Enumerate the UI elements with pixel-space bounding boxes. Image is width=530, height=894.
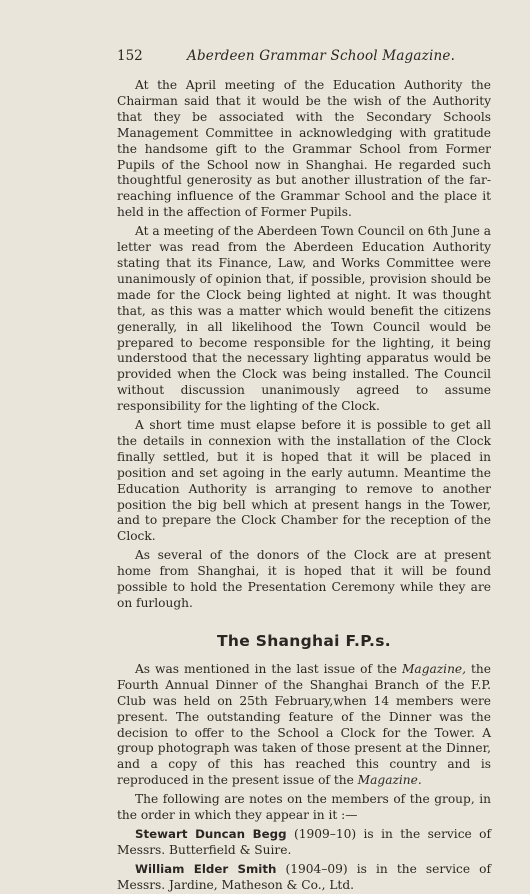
paragraph-dinner [117, 662, 491, 789]
paragraph-town-council: At a meeting of the Aberdeen Town Council on 6th June a letter was read from the Aberdeen Education Authority stating that its Finance, Law, and Works Committee were unanimously of opinion that, if possible, provision should be made for the Clock being lighted at night. It was thought that, as this was a matter which would benefit the citizens generally, in all likelihood the Town Council would be prepared to become responsible for the lighting, it being understood that the necessary lighting apparatus would be provided when the Clock was being installed. The Council without discussion unanimously agreed to assume responsibility for the lighting of the Clock. [117, 224, 491, 414]
member-details: (1904–09) is in the service of Messrs. Jardine, Matheson & Co., Ltd. [117, 861, 491, 892]
paragraph-group-notes: The following are notes on the members of the group, in the order in which they appear in it :— [117, 792, 491, 823]
member-name: William Elder Smith [135, 861, 277, 876]
paragraph-installation: A short time must elapse before it is possible to get all the details in connexion with the installation of the Clock finally settled, but it is hoped that it will be placed in position and set agoing in the early autumn. Meantime the Education Authority is arranging to remove to another position the big bell which at present hangs in the Tower, and to prepare the Clock Chamber for the reception of the Clock. [117, 418, 491, 544]
section-heading: The Shanghai F.P.s. [217, 631, 391, 650]
magazine-italic-2: Magazine. [357, 773, 422, 788]
dinner-text-1: As was mentioned in the last issue of the [135, 661, 402, 676]
dinner-text-2: the Fourth Annual Dinner of the Shanghai Branch of the F.P. Club was held on 25th February,when 14 members were present. The outstanding feature of the Dinner was the decision to offer to the School a Clock for the Tower. A group photograph was taken of those present at the Dinner, and a copy of this has reached this country and is reproduced in the present issue of the [117, 661, 491, 788]
member-name: Stewart Duncan Begg [135, 826, 287, 841]
paragraph-presentation: As several of the donors of the Clock are at present home from Shanghai, it is hoped that it will be found possible to hold the Presentation Ceremony while they are on furlough. [117, 548, 491, 610]
paragraph-education-authority: At the April meeting of the Education Authority the Chairman said that it would be the wish of the Authority that they be associated with the Secondary Schools Management Committee in acknowledging with gratitude the handsome gift to the Grammar School from Former Pupils of the School now in Shanghai. He regarded such thoughtful generosity as but another illustration of the far-reaching influence of the Grammar School and the place it held in the affection of Former Pupils. [117, 78, 491, 220]
article-body [117, 78, 491, 894]
magazine-italic-1: Magazine, [401, 661, 467, 676]
member-entry [117, 862, 491, 894]
journal-title: Aberdeen Grammar School Magazine. [187, 48, 456, 64]
member-entry [117, 827, 491, 859]
running-header [117, 46, 497, 66]
member-details: (1909–10) is in the service of Messrs. Butterfield & Suire. [117, 826, 491, 857]
page-number: 152 [117, 48, 143, 64]
